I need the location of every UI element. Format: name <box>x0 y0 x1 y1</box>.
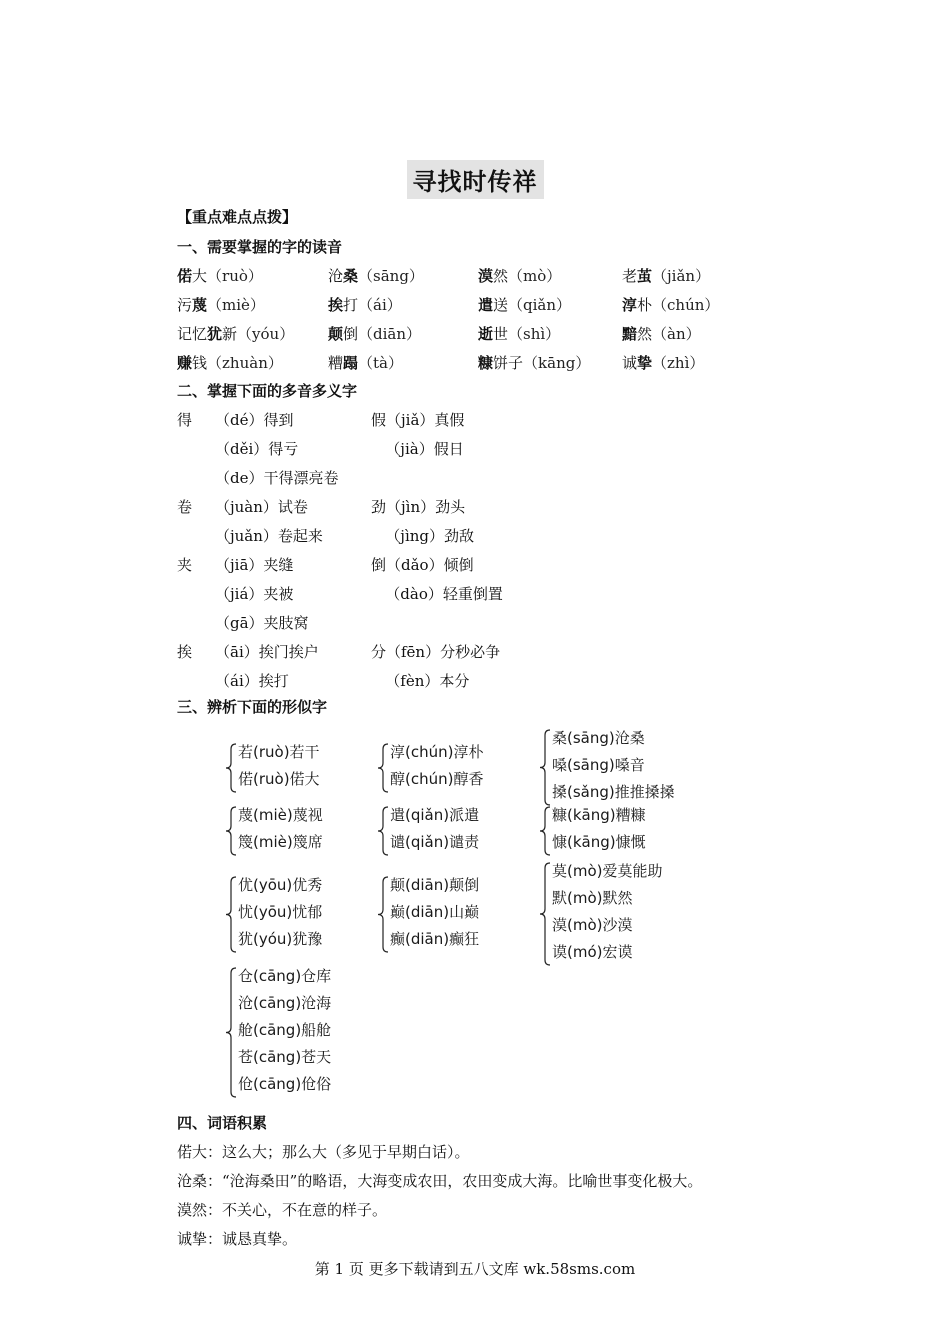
polyphone-text: （ái）挨打 <box>215 672 289 690</box>
pronunciation-entry: 诚挚（zhì） <box>622 354 705 372</box>
polyphone-text: 劲（jìn）劲头 <box>371 498 466 516</box>
similar-char-item: 醇(chún)醇香 <box>390 770 484 788</box>
similar-char-item: 巅(diān)山巅 <box>390 903 480 921</box>
brace-icon <box>376 741 390 795</box>
section3-heading: 三、辨析下面的形似字 <box>177 698 328 716</box>
similar-char-item: 遣(qiǎn)派遣 <box>390 806 480 824</box>
brace-icon <box>538 804 552 858</box>
similar-char-item: 糠(kāng)糟糠 <box>552 806 646 824</box>
similar-char-item: 谟(mó)宏谟 <box>552 943 633 961</box>
pronunciation-entry: 糟蹋（tà） <box>328 354 404 372</box>
brace-icon <box>224 741 238 795</box>
brace-icon <box>224 965 238 1100</box>
page-title: 寻找时传祥 <box>0 160 950 199</box>
pronunciation-entry: 记忆犹新（yóu） <box>177 325 295 343</box>
polyphone-text: （juǎn）卷起来 <box>215 527 323 545</box>
pronunciation-entry: 颠倒（diān） <box>328 325 422 343</box>
brace-icon <box>376 804 390 858</box>
section4-heading: 四、词语积累 <box>177 1114 268 1132</box>
brace-icon <box>224 804 238 858</box>
similar-char-item: 慷(kāng)慷慨 <box>552 833 646 851</box>
polyphone-text: （de）干得漂亮卷 <box>215 469 339 487</box>
brace-icon <box>538 727 552 808</box>
polyphone-text: 挨 <box>177 643 193 661</box>
polyphone-text: 夹 <box>177 556 193 574</box>
similar-char-item: 偌(ruò)偌大 <box>238 770 320 788</box>
pronunciation-entry: 糠饼子（kāng） <box>478 354 591 372</box>
polyphone-text: （jìng）劲敌 <box>371 527 475 545</box>
section1-heading: 一、需要掌握的字的读音 <box>177 238 343 256</box>
similar-char-item: 漠(mò)沙漠 <box>552 916 633 934</box>
page-footer: 第 1 页 更多下载请到五八文库 wk.58sms.com <box>314 1260 636 1278</box>
similar-char-item: 桑(sāng)沧桑 <box>552 729 645 747</box>
similar-char-item: 仓(cāng)仓库 <box>238 967 332 985</box>
polyphone-text: （āi）挨门挨户 <box>215 643 319 661</box>
section-intro-heading: 【重点难点点拨】 <box>177 208 298 226</box>
definition-line: 漠然：不关心，不在意的样子。 <box>177 1201 388 1219</box>
polyphone-text: （gā）夹肢窝 <box>215 614 309 632</box>
definition-line: 偌大：这么大；那么大（多见于早期白话）。 <box>177 1143 470 1161</box>
polyphone-text: 假（jiǎ）真假 <box>371 411 465 429</box>
similar-char-item: 优(yōu)优秀 <box>238 876 323 894</box>
section2-heading: 二、掌握下面的多音多义字 <box>177 382 358 400</box>
similar-char-item: 蔑(miè)蔑视 <box>238 806 323 824</box>
polyphone-text: （děi）得亏 <box>215 440 299 458</box>
pronunciation-entry: 老茧（jiǎn） <box>622 267 711 285</box>
pronunciation-entry: 污蔑（miè） <box>177 296 265 314</box>
similar-char-item: 莫(mò)爱莫能助 <box>552 862 663 880</box>
polyphone-text: （jiá）夹被 <box>215 585 294 603</box>
similar-char-item: 苍(cāng)苍天 <box>238 1048 332 1066</box>
definition-line: 沧桑：“沧海桑田”的略语，大海变成农田，农田变成大海。比喻世事变化极大。 <box>177 1172 703 1190</box>
similar-char-item: 颠(diān)颠倒 <box>390 876 480 894</box>
similar-char-item: 嗓(sāng)嗓音 <box>552 756 645 774</box>
pronunciation-entry: 淳朴（chún） <box>622 296 720 314</box>
polyphone-text: （fèn）本分 <box>371 672 470 690</box>
definition-line: 诚挚：诚恳真挚。 <box>177 1230 298 1248</box>
similar-char-item: 淳(chún)淳朴 <box>390 743 484 761</box>
similar-char-item: 伧(cāng)伧俗 <box>238 1075 332 1093</box>
polyphone-text: （dé）得到 <box>215 411 294 429</box>
polyphone-text: 倒（dǎo）倾倒 <box>371 556 474 574</box>
pronunciation-entry: 漠然（mò） <box>478 267 562 285</box>
polyphone-text: （dào）轻重倒置 <box>371 585 503 603</box>
polyphone-text: 得 <box>177 411 193 429</box>
similar-char-item: 舱(cāng)船舱 <box>238 1021 332 1039</box>
similar-char-item: 搡(sǎng)推推搡搡 <box>552 783 675 801</box>
pronunciation-entry: 逝世（shì） <box>478 325 561 343</box>
polyphone-text: （jiā）夹缝 <box>215 556 294 574</box>
similar-char-item: 沧(cāng)沧海 <box>238 994 332 1012</box>
pronunciation-entry: 赚钱（zhuàn） <box>177 354 283 372</box>
similar-char-item: 篾(miè)篾席 <box>238 833 323 851</box>
pronunciation-entry: 挨打（ái） <box>328 296 402 314</box>
pronunciation-entry: 偌大（ruò） <box>177 267 263 285</box>
polyphone-text: （jià）假日 <box>371 440 464 458</box>
similar-char-item: 若(ruò)若干 <box>238 743 320 761</box>
similar-char-item: 癫(diān)癫狂 <box>390 930 480 948</box>
similar-char-item: 忧(yōu)忧郁 <box>238 903 323 921</box>
polyphone-text: （juàn）试卷 <box>215 498 308 516</box>
brace-icon <box>538 860 552 968</box>
pronunciation-entry: 遣送（qiǎn） <box>478 296 572 314</box>
similar-char-item: 犹(yóu)犹豫 <box>238 930 323 948</box>
pronunciation-entry: 沧桑（sāng） <box>328 267 424 285</box>
brace-icon <box>224 874 238 955</box>
brace-icon <box>376 874 390 955</box>
polyphone-text: 卷 <box>177 498 193 516</box>
polyphone-text: 分（fēn）分秒必争 <box>371 643 501 661</box>
similar-char-item: 默(mò)默然 <box>552 889 633 907</box>
pronunciation-entry: 黯然（àn） <box>622 325 701 343</box>
similar-char-item: 谴(qiǎn)谴责 <box>390 833 480 851</box>
